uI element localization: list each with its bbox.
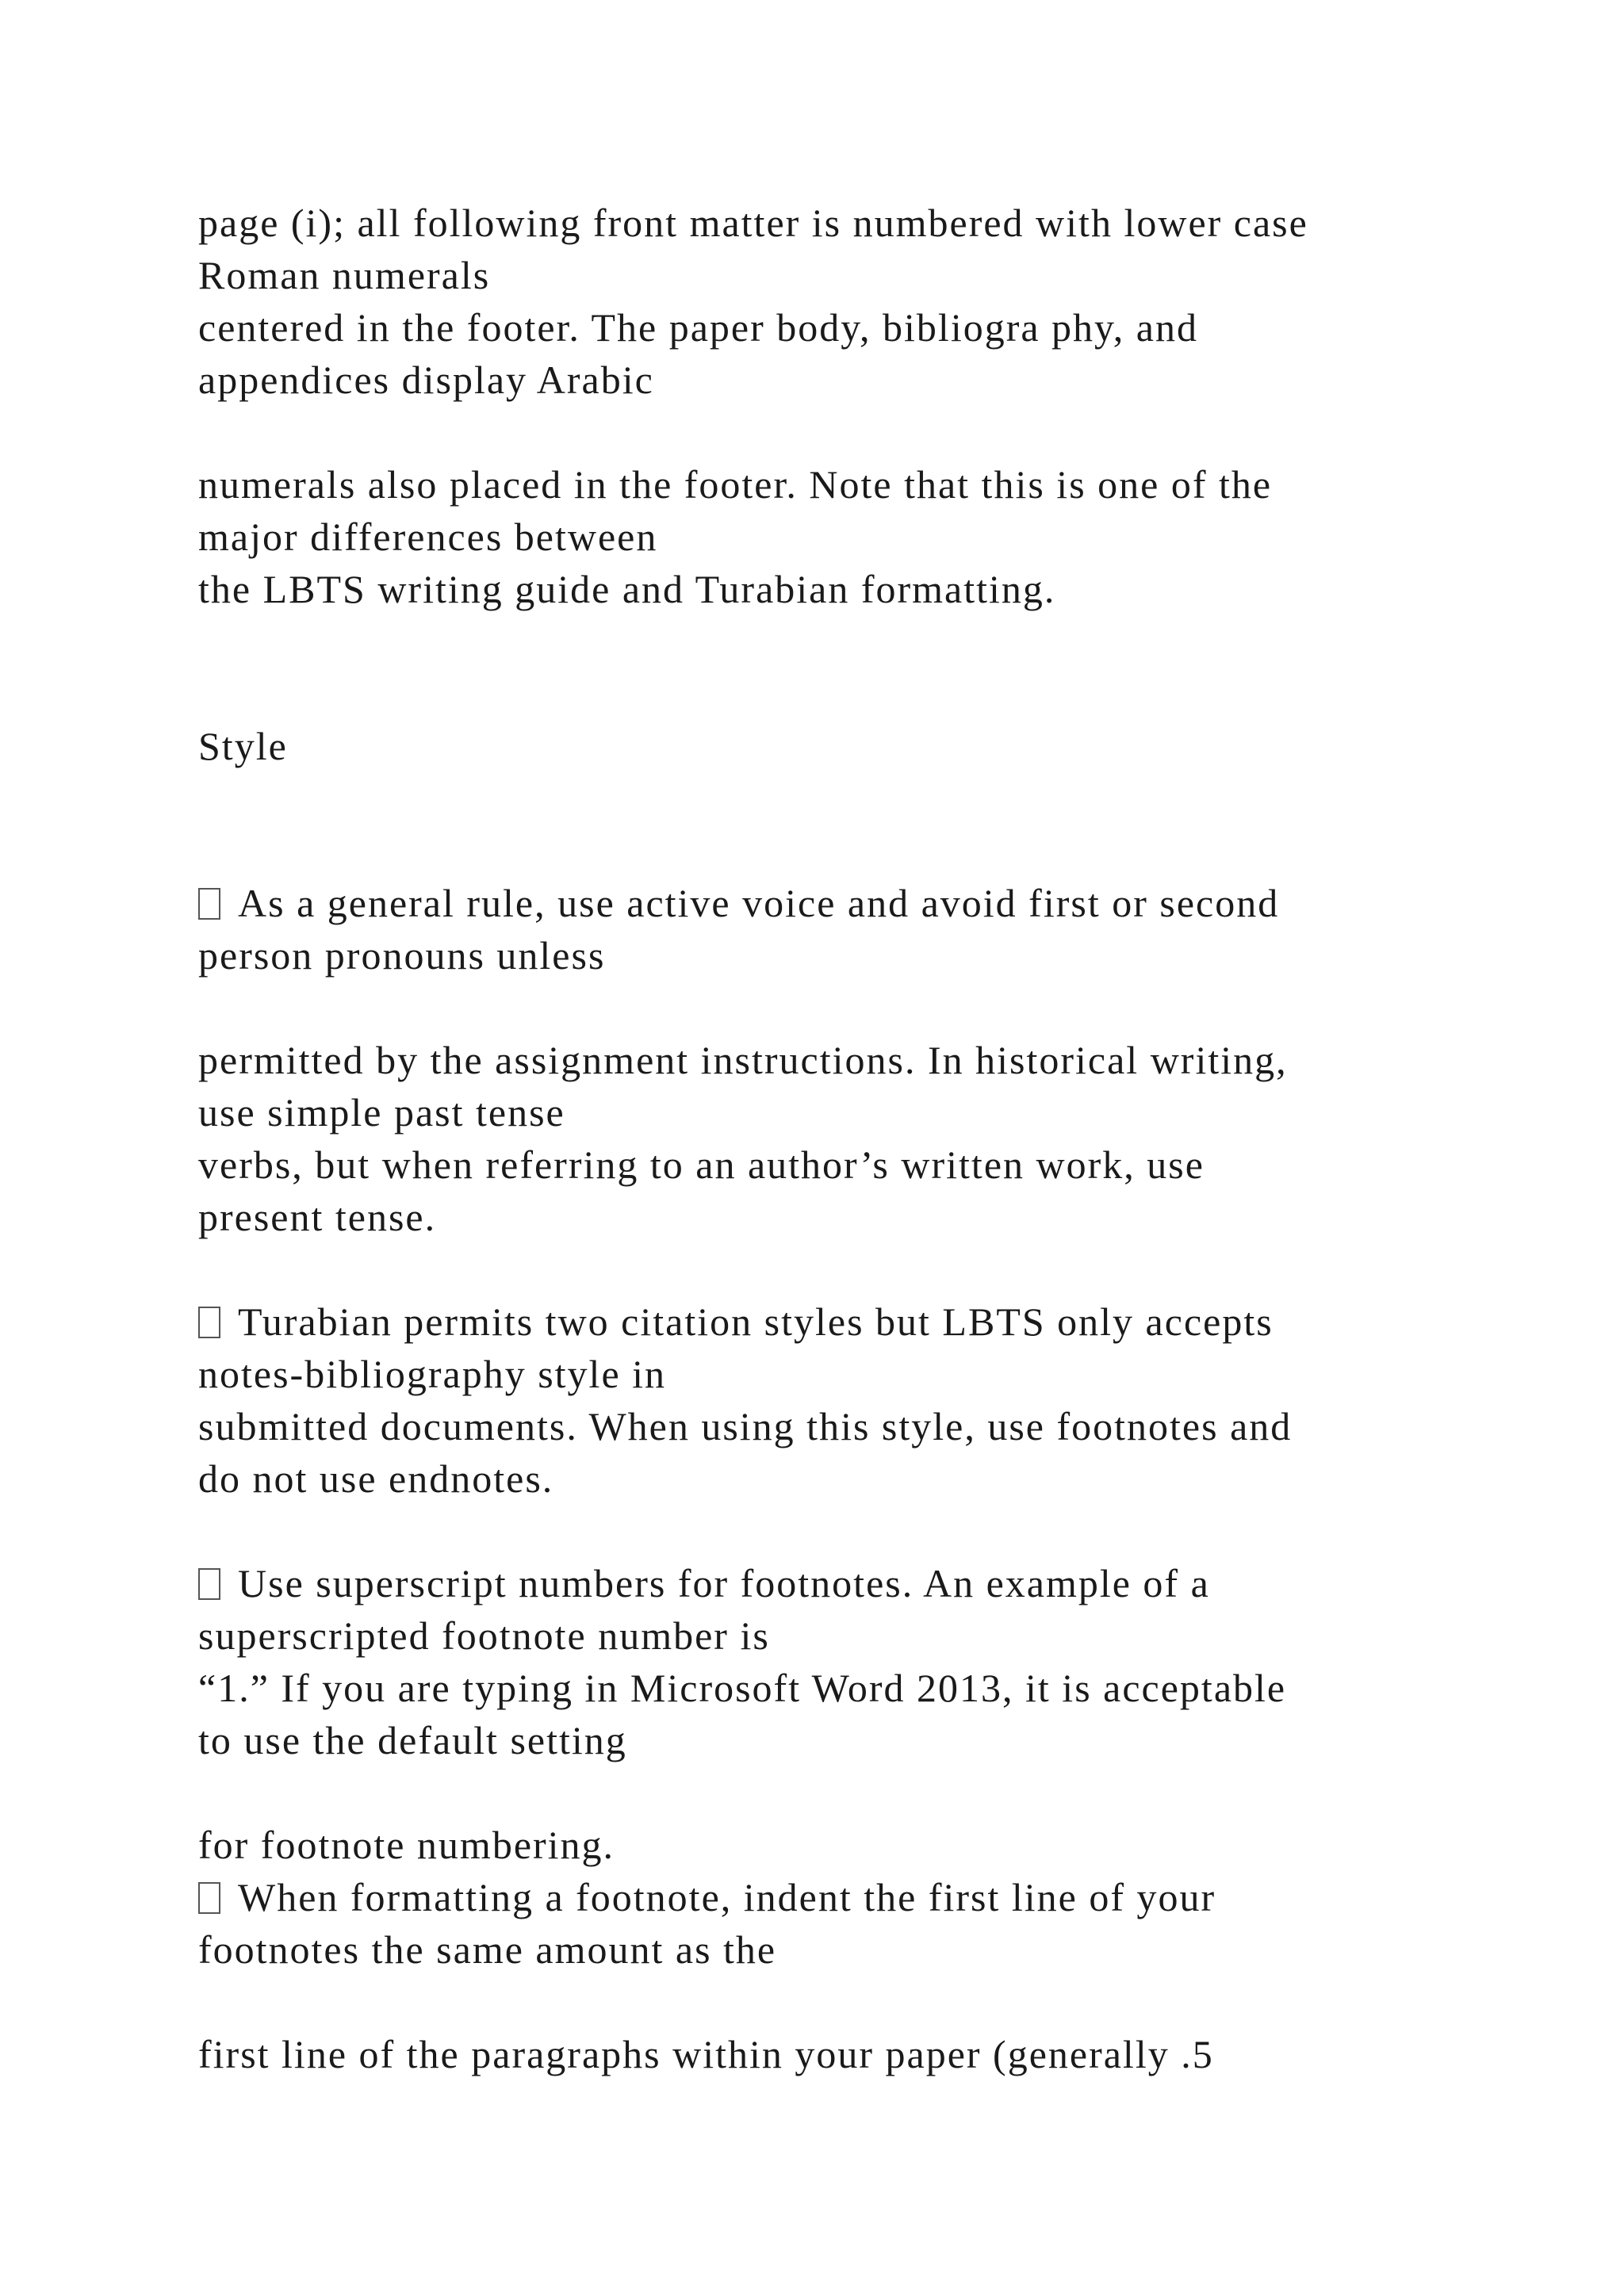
text-line: use simple past tense	[198, 1090, 565, 1135]
text-line: to use the default setting	[198, 1718, 627, 1762]
bullet-box-icon	[198, 888, 220, 920]
bullet-box-icon	[198, 1568, 220, 1600]
text-line: When formatting a footnote, indent the first line of your	[238, 1875, 1216, 1919]
text-line: first line of the paragraphs within your paper (generally .5	[198, 2032, 1214, 2076]
text-line: submitted documents. When using this style, use footnotes and	[198, 1404, 1293, 1448]
bullet-box-icon	[198, 1882, 220, 1914]
text-line: page (i); all following front matter is numbered with lower case	[198, 201, 1308, 245]
text-line: present tense.	[198, 1195, 437, 1239]
text-line: centered in the footer. The paper body, bibliogra phy, and	[198, 305, 1198, 350]
text-line: numerals also placed in the footer. Note that this is one of the	[198, 462, 1273, 507]
text-line: superscripted footnote number is	[198, 1613, 770, 1658]
text-line: for footnote numbering.	[198, 1823, 615, 1867]
bullet-item	[198, 1877, 1216, 1917]
text-line: Turabian permits two citation styles but LBTS only accepts	[238, 1299, 1274, 1344]
text-line: “1.” If you are typing in Microsoft Word 2013, it is acceptable	[198, 1666, 1287, 1710]
text-line: Roman numerals	[198, 253, 491, 297]
bullet-item	[198, 1299, 1274, 1344]
text-line: As a general rule, use active voice and avoid first or second	[238, 881, 1280, 925]
text-line: person pronouns unless	[198, 933, 606, 978]
bullet-item	[198, 1563, 1210, 1603]
text-line: verbs, but when referring to an author’s written work, use	[198, 1142, 1205, 1187]
text-line: do not use endnotes.	[198, 1456, 554, 1501]
text-line: appendices display Arabic	[198, 358, 654, 402]
bullet-box-icon	[198, 1307, 220, 1338]
section-heading-style: Style	[198, 724, 288, 768]
text-line: Use superscript numbers for footnotes. An example of a	[238, 1561, 1210, 1605]
bullet-item	[198, 883, 1279, 923]
text-line: the LBTS writing guide and Turabian formatting.	[198, 567, 1056, 611]
text-line: major differences between	[198, 515, 658, 559]
text-line: footnotes the same amount as the	[198, 1927, 777, 1972]
text-line: notes-bibliography style in	[198, 1352, 667, 1396]
text-line: permitted by the assignment instructions. In historical writing,	[198, 1038, 1288, 1082]
